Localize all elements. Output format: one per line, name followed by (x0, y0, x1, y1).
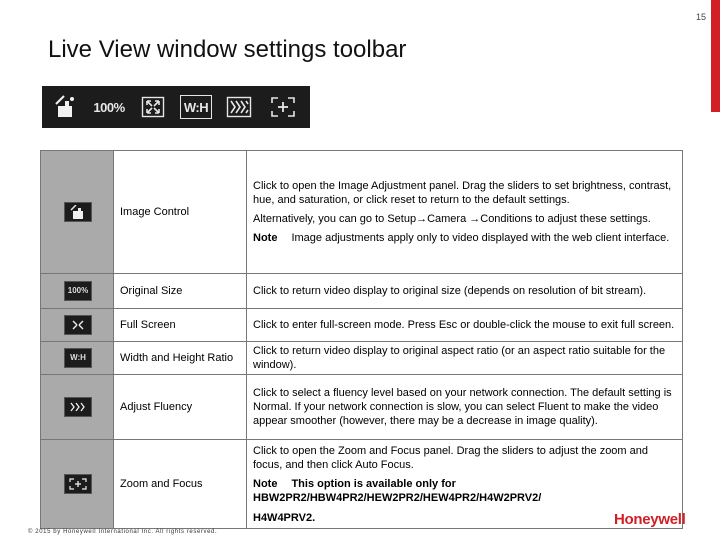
setting-description: Click to return video display to original size (depends on resolution of bit stream). (247, 274, 683, 309)
description-text: Click to open the Image Adjustment panel. Drag the sliders to set brightness, contrast, hue, and saturation, or click reset to return to the default settings. (253, 180, 672, 206)
settings-toolbar (42, 86, 310, 128)
note (253, 231, 678, 245)
note-text: Image adjustments apply only to video displayed with the web client interface. (291, 232, 670, 244)
icon-cell (41, 151, 114, 274)
table-row (41, 342, 683, 375)
alt-text-part-1: Alternatively, you can go to Setup (253, 213, 417, 225)
icon-cell (41, 440, 114, 529)
accent-bar (711, 0, 720, 112)
alt-text-part-2: Camera (427, 213, 470, 225)
table-row (41, 375, 683, 440)
honeywell-logo: Honeywell (614, 511, 686, 528)
page-number: 15 (695, 12, 706, 22)
original-size-icon: 100% (64, 281, 92, 301)
setting-name: Original Size (114, 274, 247, 309)
description-text: Click to open the Zoom and Focus panel. Drag the sliders to adjust the zoom and focus, and then click Auto Focus. (253, 444, 648, 471)
original-size-label: 100% (93, 99, 125, 115)
icon-cell (41, 309, 114, 342)
width-height-ratio-icon: W:H (64, 348, 92, 368)
adjust-fluency-icon[interactable] (222, 92, 256, 122)
copyright-footer: © 2015 by Honeywell International Inc. All rights reserved. (28, 529, 218, 535)
adjust-fluency-icon (64, 397, 92, 417)
full-screen-icon (64, 315, 92, 335)
setting-name: Adjust Fluency (114, 375, 247, 440)
original-size-button[interactable] (92, 92, 126, 122)
note-text-continued: H4W4PRV2. (253, 511, 316, 524)
setting-description: Click to enter full-screen mode. Press Esc or double-click the mouse to exit full screen. (247, 309, 683, 342)
setting-name: Zoom and Focus (114, 440, 247, 529)
page-title: Live View window settings toolbar (48, 36, 407, 63)
full-screen-icon[interactable] (136, 92, 170, 122)
note-label: Note (253, 232, 278, 244)
description-alt-text (253, 212, 678, 226)
table-row (41, 151, 683, 274)
arrow-icon: → (416, 213, 428, 225)
setting-name: Image Control (114, 151, 247, 274)
alt-text-part-3: Conditions to adjust these settings. (480, 213, 651, 225)
setting-description: Click to select a fluency level based on your network connection. The default setting is Normal. If your network connection is slow, you can select Fluent to make the video appear smoother (however, there may be a decrease in image quality). (247, 375, 683, 440)
width-height-ratio-button[interactable] (180, 95, 212, 119)
settings-table (40, 150, 683, 529)
setting-name: Width and Height Ratio (114, 342, 247, 375)
table-row (41, 440, 683, 529)
image-control-icon[interactable] (48, 92, 82, 122)
icon-cell (41, 342, 114, 375)
arrow-icon: → (469, 213, 481, 225)
note-label: Note (253, 477, 278, 490)
note-text: This option is available only for HBW2PR2/HBW4PR2/HEW2PR2/HEW4PR2/H4W2PRV2/ (253, 477, 542, 504)
icon-cell (41, 274, 114, 309)
setting-name: Full Screen (114, 309, 247, 342)
image-control-icon (64, 202, 92, 222)
zoom-focus-icon[interactable] (266, 92, 300, 122)
note (253, 477, 678, 505)
setting-description: Click to return video display to original aspect ratio (or an aspect ratio suitable for the window). (247, 342, 683, 375)
zoom-focus-icon (64, 474, 92, 494)
table-row (41, 274, 683, 309)
icon-cell (41, 375, 114, 440)
setting-description (247, 151, 683, 274)
table-row (41, 309, 683, 342)
width-height-ratio-label: W:H (183, 99, 209, 115)
